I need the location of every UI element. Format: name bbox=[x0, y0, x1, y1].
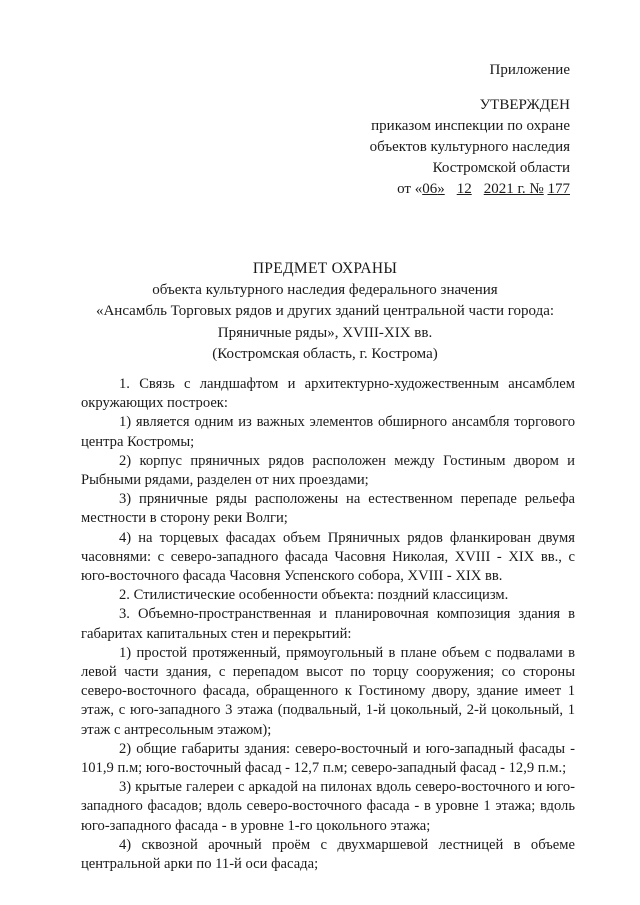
date-mid: » bbox=[437, 181, 445, 197]
title-line-4: (Костромская область, г. Кострома) bbox=[212, 346, 438, 362]
date-year: 2021 г. № bbox=[483, 181, 544, 197]
title-line-1: объекта культурного наследия федерального значения bbox=[152, 281, 498, 298]
paragraph: 4) сквозной арочный проём с двухмаршевой лестницей в объеме центральной арки по 11-й оси фасада; bbox=[81, 836, 575, 873]
paragraph: 2. Стилистические особенности объекта: поздний классицизм. bbox=[119, 587, 509, 604]
title-line-2: «Ансамбль Торговых рядов и других зданий центральной части города: bbox=[95, 303, 555, 319]
paragraph: 2) общие габариты здания: северо-восточный и юго-западный фасады - 101,9 п.м; юго-восточный фасад - 12,7 п.м; северо-западный фасад - 12,9 п.м.; bbox=[81, 740, 575, 777]
document-title-block bbox=[60, 258, 590, 366]
date-prefix: от « bbox=[397, 181, 423, 197]
date-day: 06 bbox=[422, 181, 438, 197]
order-line-3: Костромской области bbox=[432, 160, 570, 176]
order-number: 177 bbox=[547, 181, 570, 197]
paragraph: 2) корпус пряничных рядов расположен между Гостиным двором и Рыбными рядами, разделен от них проездами; bbox=[81, 452, 575, 489]
document-title: ПРЕДМЕТ ОХРАНЫ bbox=[252, 260, 398, 277]
order-line-2: объектов культурного наследия bbox=[369, 139, 570, 155]
document-body bbox=[81, 375, 575, 874]
appendix-label: Приложение bbox=[489, 62, 570, 78]
paragraph: 3) крытые галереи с аркадой на пилонах вдоль северо-восточного и юго-западного фасадов; вдоль северо-восточного фасада - в уровне 1 этажа; вдоль юго-западного фасада - в уровне 1-го цокольного этажа; bbox=[81, 779, 575, 834]
paragraph: 1. Связь с ландшафтом и архитектурно-художественным ансамблем окружающих построек: bbox=[81, 376, 575, 412]
order-date-line bbox=[370, 179, 570, 200]
approval-block bbox=[370, 60, 570, 200]
paragraph: 1) является одним из важных элементов обширного ансамбля торгового центра Костромы; bbox=[81, 414, 575, 450]
date-month: 12 bbox=[456, 181, 472, 197]
approved-label: УТВЕРЖДЕН bbox=[479, 97, 570, 113]
paragraph: 1) простой протяженный, прямоугольный в плане объем с подвалами в левой части здания, с перепадом высот по торцу сооружения; со стороны северо-восточного фасада, обращенного к Гостиному двору, здание имеет 1 этаж, с юго-западного 3 этажа (подвальный, 1-й цокольный, 2-й цокольный, 1 этаж с антресольным этажом); bbox=[81, 644, 575, 738]
title-line-3: Пряничные ряды», XVIII-XIX вв. bbox=[217, 324, 433, 341]
paragraph: 3) пряничные ряды расположены на естественном перепаде рельефа местности в сторону реки Волги; bbox=[81, 491, 575, 527]
paragraph: 4) на торцевых фасадах объем Пряничных рядов фланкирован двумя часовнями: с северо-западного фасада Часовня Николая, XVIII - XIX вв., с юго-восточного фасада Часовня Успенского собора, XVIII - XIX вв. bbox=[81, 529, 575, 585]
order-line-1: приказом инспекции по охране bbox=[371, 118, 570, 134]
paragraph: 3. Объемно-пространственная и планировочная композиция здания в габаритах капитальных стен и перекрытий: bbox=[81, 606, 575, 642]
